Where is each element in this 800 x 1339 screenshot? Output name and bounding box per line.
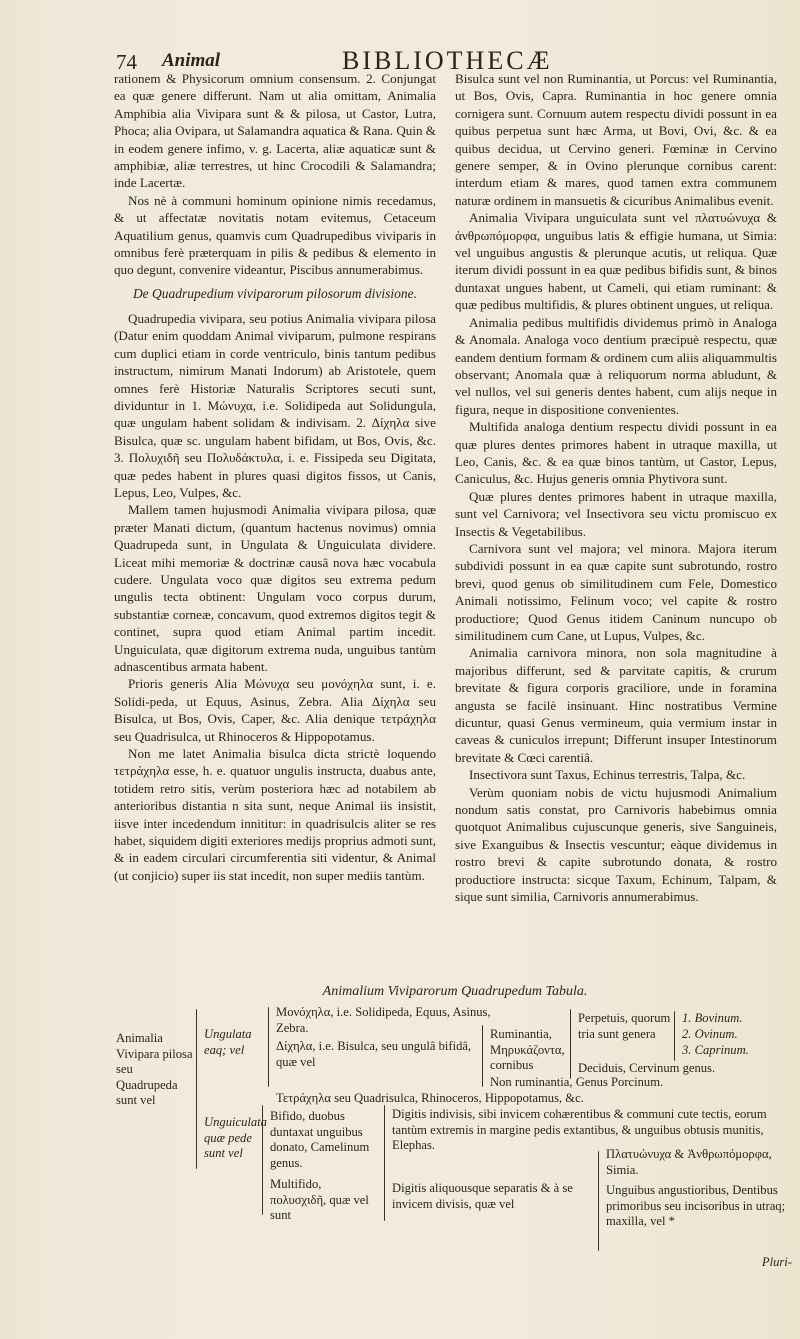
ovinum-genus: 2. Ovinum.: [682, 1027, 738, 1041]
separatis-node: Digitis aliquousque separatis & à se invicem divisis, quæ vel: [392, 1181, 573, 1211]
paragraph: Verùm quoniam nobis de victu hujusmodi Animalium nondum satis constat, pro Carnivoris habebimus omnia quotquot Animalibus cujuscunque generis, sive Sanguineis, sive Exanguibus & Insectis vescuntur; eàque dividemus in rostro brevi & capite subrotundo donata, & rostro productiore instructa: sicque Taxum, Echinum, Talpam, & sique sunt similia, Carnivoris annumerabimus.: [455, 784, 777, 905]
ungulata-node: Ungulata eaq; vel: [204, 1027, 252, 1057]
paragraph: Carnivora sunt vel majora; vel minora. Majora iterum subdividi possunt in ea quæ capite sunt subrotundo, rostro brevi, quod genus ob similitudinem cum Fele, Domestico Animali notissimo, Felinum voco; vel capite & rostro productiore; Quod Genus itidem Caninum nuncupo ob similitudinem cum Cane, ut Lupus, Vulpes, &c.: [455, 540, 777, 643]
paragraph: Quæ plures dentes primores habent in utraque maxilla, sunt vel Carnivora; vel Insectivora seu victu promiscuo ex Insectis & Vegetabilibus.: [455, 488, 777, 539]
paragraph: Animalia carnivora minora, non sola magnitudine à majoribus differunt, sed & parvitate capitis, & crurum brevitate & figura corporis graciliore, unde in foramina angusta se facilè insinuant. Hinc nostratibus Vermine dicuntur, quasi Genus vermineum, quia vermium instar in caveas & cuniculos irrepunt; Differunt insuper Intestinorum brevitate & Cœci carentiâ.: [455, 645, 777, 765]
left-column: [114, 70, 436, 884]
angustioribus-node: Unguibus angustioribus, Dentibus primoribus seu incisoribus in utraq; maxilla, vel *: [606, 1183, 786, 1228]
paragraph: Insectivora sunt Taxus, Echinus terrestris, Talpa, &c.: [469, 767, 746, 783]
caprinum-genus: 3. Caprinum.: [682, 1043, 749, 1057]
bifido-node: Bifido, duobus duntaxat unguibus donato, Camelinum genus.: [270, 1109, 370, 1170]
paragraph: Animalia pedibus multifidis dividemus primò in Analoga & Anomala. Analoga voco dentium præcipuè respectu, quæ eandem dentium formam & ordinem cum aliis aliquammultis observant; Anomala quæ à reliquorum norma abludunt, & vel nullos, vel sui generis dentes habent, cum alijs neque in figura, neque in dispositione convenientes.: [455, 314, 777, 417]
table-title: Animalium Viviparorum Quadrupedum Tabula.: [322, 984, 588, 999]
brace: [598, 1151, 599, 1251]
unguiculata-node: Unguiculata quæ pede sunt vel: [204, 1115, 267, 1160]
paragraph: rationem & Physicorum omnium consensum. 2. Conjungat ea quæ genere differunt. Nam ut alia omittam, Animalia Amphibia alia Vivipara sunt & & pilosa, ut Castor, Lutra, Phoca; alia Ovipara, ut Salamandra aquatica & Rana. Quin & in eodem genere infimo, v. g. Lacerta, aliæ aquaticæ sunt & amphibiæ, aliæ terrestres, ut hinc Crocodili & Salamandra; inde Lacertæ.: [114, 71, 436, 191]
brace: [482, 1025, 483, 1087]
platy-node: Πλατυώνυχα & Ἀνθρωπόμορφα, Simia.: [606, 1147, 772, 1177]
book-title: BIBLIOTHECÆ: [342, 46, 553, 75]
brace: [674, 1011, 675, 1061]
paragraph: Multifida analoga dentium respectu dividi possunt in ea quæ plures dentes primores habent in utraque maxilla, ut Leo, Canis, &c. & ea quæ binos tantùm, ut Castor, Lepus, Caniculus, &c. Hujus generis omnia Phytivora sunt.: [455, 419, 777, 487]
brace: [570, 1009, 571, 1079]
non-ruminantia-node: Non ruminantia, Genus Porcinum.: [490, 1075, 664, 1089]
section-heading: De Quadrupedium viviparorum pilosorum divisione.: [132, 285, 418, 301]
solidipeda-node: Μονόχηλα, i.e. Solidipeda, Equus, Asinus, Zebra.: [276, 1005, 491, 1035]
brace: [262, 1105, 263, 1215]
multifido-node: Multifido, πολυσχιδῆ, quæ vel sunt: [270, 1177, 369, 1222]
brace: [196, 1009, 197, 1169]
paragraph: Non me latet Animalia bisulca dicta strictè loquendo τετράχηλα esse, h. e. quatuor ungulis instructa, duabus ante, totidem retro sitis, verùm posteriora hæc ad notabilem ab anterioribus distantia n sita sunt, neque Animal iis insistit, iisve inter incedendum innititur: in quadrisulcis aliter se res habet, siquidem digiti exteriores medijs proprius admoti sunt, & in eadem circulari circumferentia siti videntur, & Animal (ut conjicio) super iis stat incedit, non super mediis tantùm.: [114, 746, 436, 883]
catchword: Pluri-: [761, 1255, 792, 1269]
bovinum-genus: 1. Bovinum.: [682, 1011, 743, 1025]
brace: [268, 1007, 269, 1087]
page-number: 74: [116, 50, 137, 74]
right-column: [455, 70, 777, 906]
classification-table: [112, 1005, 792, 1325]
paragraph: Quadrupedia vivipara, seu potius Animalia vivipara pilosa (Datur enim quoddam Animal viviparum, pulmone respirans cum duplici etiam in corde ventriculo, binis tantum pedibus instructum, nimirum Manati Indorum) ab Aristotele, quem omnes ferè Historiæ Naturalis Scriptores secuti sunt, dividuntur in 1. Μώνυχα, i.e. Solidipeda aut Solidungula, quæ ungulam habent solidam & indivisam. 2. Δίχηλα sive Bisulca, quæ sc. ungulam habent bifidam, ut Bos, Ovis, &c. 3. Πολυχιδῆ seu Πολυδάκτυλα, i. e. Fissipeda seu Digitata, quæ pedes habent in plures quasi digitos fissos, ut Canis, Lepus, Leo, Vulpes, &c.: [114, 310, 436, 500]
indivisis-node: Digitis indivisis, sibi invicem cohærentibus & communi cute tectis, eorum tantùm extremis in margine pedis extantibus, & unguibus obtusis munitis, Elephas.: [392, 1107, 767, 1152]
deciduis-node: Deciduis, Cervinum genus.: [578, 1061, 716, 1075]
paragraph: Bisulca sunt vel non Ruminantia, ut Porcus: vel Ruminantia, ut Bos, Ovis, Capra. Ruminantia in hoc genere omnia cornigera sunt. Cornuum autem respectu dividi possunt in ea quibus perpetua sunt hæc Arma, ut Bovi, Ovi, &c. & ea quibus decidua, ut Cervino generi. Fœminæ in Cervino genere semper, & in Ovino plerunque cornibus carent: interdum etiam & mares, quod tamen extra communem naturæ ordinem in mansuetis & cicuribus Animalibus evenit.: [455, 71, 777, 208]
ruminantia-node: Ruminantia, Μηρυκάζοντα, cornibus: [490, 1027, 565, 1072]
paragraph: Animalia Vivipara unguiculata sunt vel πλατυώνυχα & ἀνθρωπόμορφα, unguibus latis & effigie humana, ut Simia: vel unguibus angustis & plerunque acutis, ut reliqua. Quæ iterum dividi possunt in ea quæ pedibus bifidis sunt, & binos duntaxat ungues habent, ut Cameli, qui etiam ruminant: & quæ pedibus multifidis, & plures obtinent ungues, ut reliqua.: [455, 210, 777, 313]
paragraph: Mallem tamen hujusmodi Animalia vivipara pilosa, quæ præter Manati dictum, (quantum hactenus novimus) omnia Quadrupeda sunt, in Ungulata & Unguiculata dividere. Liceat mihi memoriæ & doctrinæ causâ nova hæc vocabula cudere. Ungulata voco quæ digitos seu extrema pedum ungulis tecta obtinent: Ungulam voco corpus durum, substantiæ corneæ, concavum, quod extremos digitos tegit & continet, supra quod etiam Animal partim incedit. Unguiculata, quæ digitorum extrema nuda, unguibus tantùm adnascentibus armata habent.: [114, 502, 436, 674]
table-root: Animalia Vivipara pilosa seu Quadrupeda sunt vel: [116, 1031, 193, 1107]
paragraph: Nos nè à communi hominum opinione nimis recedamus, & ut affectatæ novitatis notam evitemus, Cetaceum Aquatilium genus, quamvis cum Quadrupedibus viviparis in omnibus ferè præterquam in pilis & pedibus & elemento in quo degunt, convenire videantur, Piscibus annumerabimus.: [114, 192, 436, 278]
perpetuis-node: Perpetuis, quorum tria sunt genera: [578, 1011, 671, 1041]
quadrisulca-node: Τετράχηλα seu Quadrisulca, Rhinoceros, Hippopotamus, &c.: [276, 1091, 584, 1105]
bisulca-node: Δίχηλα, i.e. Bisulca, seu ungulâ bifidâ, quæ vel: [276, 1039, 472, 1069]
running-head: Animal: [162, 50, 221, 71]
paragraph: Prioris generis Alia Μώνυχα seu μονόχηλα sunt, i. e. Solidi-peda, ut Equus, Asinus, Zebra. Alia Δίχηλα seu Bisulca, ut Bos, Ovis, Caper, &c. Alia denique τετράχηλα seu Quadrisulca, ut Rhinoceros & Hippopotamus.: [114, 676, 436, 744]
brace: [384, 1105, 385, 1221]
